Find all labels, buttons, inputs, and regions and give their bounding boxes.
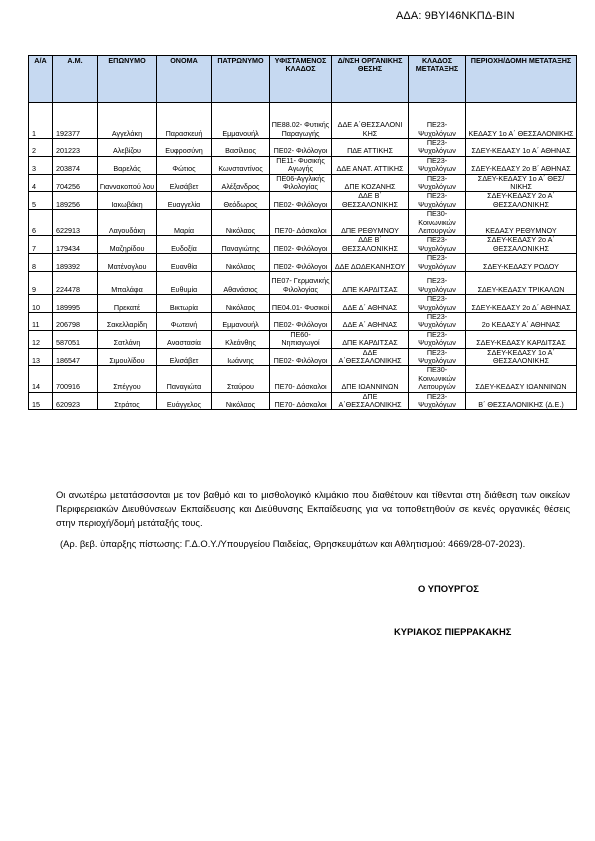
table-cell: Μαρία	[157, 210, 212, 236]
table-cell: Αθανάσιος	[212, 272, 270, 295]
table-cell: ΔΔΕ Α΄ΘΕΣΣΑΛΟΝΙΚΗΣ	[332, 348, 409, 366]
table-cell: ΔΔΕ ΑΝΑΤ. ΑΤΤΙΚΗΣ	[332, 156, 409, 174]
table-row	[29, 174, 577, 192]
table-cell: 13	[29, 348, 53, 366]
table-cell: ΔΔΕ Β΄ ΘΕΣΣΑΛΟΝΙΚΗΣ	[332, 236, 409, 254]
table-cell: ΠΕ23- Ψυχολόγων	[409, 192, 466, 210]
table-cell: Ευαγγελία	[157, 192, 212, 210]
table-cell: Ιακωβάκη	[98, 192, 157, 210]
table-cell: ΣΔΕΥ-ΚΕΔΑΣΥ 2ο Β΄ ΑΘΗΝΑΣ	[466, 156, 577, 174]
table-cell: Ευανθία	[157, 254, 212, 272]
table-cell: ΠΕ23- Ψυχολόγων	[409, 272, 466, 295]
table-cell: 11	[29, 312, 53, 330]
table-cell: Ευδοξία	[157, 236, 212, 254]
table-cell: 192377	[53, 103, 98, 139]
table-cell: Ευφροσύνη	[157, 139, 212, 157]
table-cell: 12	[29, 330, 53, 348]
table-cell: ΠΕ02- Φιλόλογοι	[270, 348, 332, 366]
table-cell: ΠΕ11- Φυσικής Αγωγής	[270, 156, 332, 174]
table-cell: 5	[29, 192, 53, 210]
table-cell: 622913	[53, 210, 98, 236]
table-cell: ΠΔΕ ΑΤΤΙΚΗΣ	[332, 139, 409, 157]
table-row	[29, 392, 577, 410]
table-cell: ΠΕ23- Ψυχολόγων	[409, 254, 466, 272]
credit-certification: (Αρ. βεβ. ύπαρξης πίστωσης: Γ.Δ.Ο.Υ./Υπουργείου Παιδείας, Θρησκευμάτων και Αθλητισμού: 4669/28-07-2023).	[60, 538, 526, 549]
table-cell: ΠΕ02- Φιλόλογοι	[270, 254, 332, 272]
table-cell: 4	[29, 174, 53, 192]
table-cell: 201223	[53, 139, 98, 157]
table-cell: ΔΠΕ ΙΩΑΝΝΙΝΩΝ	[332, 366, 409, 392]
table-cell: Σιμουλίδου	[98, 348, 157, 366]
table-cell: Ελισάβετ	[157, 348, 212, 366]
transfer-paragraph: Οι ανωτέρω μετατάσσονται με τον βαθμό και το μισθολογικό κλιμάκιο που διαθέτουν και τίθενται στη διάθεση των οικείων Περιφερειακών Διευθύνσεων Εκπαίδευσης και Διεύθυνσης Εκπαίδευσης για να τοποθετηθούν σε κενές οργανικές θέσεις στην περιοχή/δομή μετάταξής τους.	[56, 489, 570, 528]
signatory-title: Ο ΥΠΟΥΡΓΟΣ	[418, 583, 479, 594]
table-cell: Β΄ ΘΕΣΣΑΛΟΝΙΚΗΣ (Δ.Ε.)	[466, 392, 577, 410]
table-cell: ΠΕ23- Ψυχολόγων	[409, 174, 466, 192]
table-cell: Σπέγγου	[98, 366, 157, 392]
table-cell: 8	[29, 254, 53, 272]
table-cell: Μαζηρίδου	[98, 236, 157, 254]
table-cell: ΚΕΔΑΣΥ 1ο Α΄ ΘΕΣΣΑΛΟΝΙΚΗΣ	[466, 103, 577, 139]
table-cell: ΔΠΕ ΡΕΘΥΜΝΟΥ	[332, 210, 409, 236]
table-row	[29, 366, 577, 392]
table-cell: 2ο ΚΕΔΑΣΥ Α΄ ΑΘΗΝΑΣ	[466, 312, 577, 330]
table-cell: Λαγουδάκη	[98, 210, 157, 236]
table-cell: 203874	[53, 156, 98, 174]
table-cell: ΔΔΕ Α΄ΘΕΣΣΑΛΟΝΙ ΚΗΣ	[332, 103, 409, 139]
table-cell: Εμμανουήλ	[212, 312, 270, 330]
table-cell: ΠΕ88.02- Φυτικής Παραγωγής	[270, 103, 332, 139]
table-cell: Εμμανουήλ	[212, 103, 270, 139]
table-row	[29, 210, 577, 236]
table-cell: ΠΕ70- Δάσκαλοι	[270, 392, 332, 410]
table-cell: Πρεκατέ	[98, 295, 157, 313]
table-cell: ΣΔΕΥ-ΚΕΔΑΣΥ 1ο Α΄ ΘΕΣ/ΝΙΚΗΣ	[466, 174, 577, 192]
table-row	[29, 236, 577, 254]
table-row	[29, 312, 577, 330]
table-cell: 620923	[53, 392, 98, 410]
table-cell: ΠΕ70- Δάσκαλοι	[270, 366, 332, 392]
table-cell: ΠΕ02- Φιλόλογοι	[270, 139, 332, 157]
table-row	[29, 103, 577, 139]
table-cell: 189995	[53, 295, 98, 313]
table-cell: 704256	[53, 174, 98, 192]
table-cell: 700916	[53, 366, 98, 392]
table-cell: Αναστασία	[157, 330, 212, 348]
table-cell: ΣΔΕΥ-ΚΕΔΑΣΥ ΙΩΑΝΝΙΝΩΝ	[466, 366, 577, 392]
table-cell: 1	[29, 103, 53, 139]
table-cell: ΠΕ02- Φιλόλογοι	[270, 192, 332, 210]
table-cell: Φωτεινή	[157, 312, 212, 330]
table-cell: Σατλάνη	[98, 330, 157, 348]
table-cell: ΔΠΕ ΚΑΡΔΙΤΣΑΣ	[332, 272, 409, 295]
table-row	[29, 272, 577, 295]
table-cell: ΔΔΕ Α΄ ΑΘΗΝΑΣ	[332, 312, 409, 330]
table-cell: 2	[29, 139, 53, 157]
table-cell: ΣΔΕΥ-ΚΕΔΑΣΥ ΡΟΔΟΥ	[466, 254, 577, 272]
table-cell: 9	[29, 272, 53, 295]
table-cell: Παρασκευή	[157, 103, 212, 139]
table-cell: Ιωάννης	[212, 348, 270, 366]
table-cell: ΚΕΔΑΣΥ ΡΕΘΥΜΝΟΥ	[466, 210, 577, 236]
table-cell: ΠΕ23- Ψυχολόγων	[409, 156, 466, 174]
table-cell: Ματένογλου	[98, 254, 157, 272]
table-cell: ΠΕ02- Φιλόλογοι	[270, 236, 332, 254]
table-cell: ΠΕ23- Ψυχολόγων	[409, 312, 466, 330]
column-header: Α/Α	[29, 56, 53, 103]
table-cell: 3	[29, 156, 53, 174]
table-cell: ΠΕ23- Ψυχολόγων	[409, 330, 466, 348]
table-cell: ΔΠΕ ΚΑΡΔΙΤΣΑΣ	[332, 330, 409, 348]
table-cell: ΠΕ30- Κοινωνικών Λειτουργών	[409, 210, 466, 236]
table-cell: ΠΕ23- Ψυχολόγων	[409, 295, 466, 313]
table-cell: ΠΕ23- Ψυχολόγων	[409, 139, 466, 157]
column-header: ΠΑΤΡΩΝΥΜΟ	[212, 56, 270, 103]
table-cell: 186547	[53, 348, 98, 366]
table-cell: Νικόλαος	[212, 295, 270, 313]
table-cell: 189256	[53, 192, 98, 210]
table-cell: ΠΕ06-Αγγλικής Φιλολογίας	[270, 174, 332, 192]
table-cell: Μπαλάφα	[98, 272, 157, 295]
table-cell: 206798	[53, 312, 98, 330]
table-cell: Νικόλαος	[212, 392, 270, 410]
table-cell: 14	[29, 366, 53, 392]
table-cell: Ευθυμία	[157, 272, 212, 295]
table-cell: Βικτωρία	[157, 295, 212, 313]
transfer-table	[28, 55, 577, 410]
table-cell: ΣΔΕΥ-ΚΕΔΑΣΥ 2ο Α΄ ΘΕΣΣΑΛΟΝΙΚΗΣ	[466, 236, 577, 254]
table-cell: ΔΔΕ ΔΩΔΕΚΑΝΗΣΟΥ	[332, 254, 409, 272]
table-row	[29, 192, 577, 210]
table-cell: Κωνσταντίνος	[212, 156, 270, 174]
table-row	[29, 295, 577, 313]
table-cell: Στράτος	[98, 392, 157, 410]
table-cell: Νικόλαος	[212, 210, 270, 236]
table-row	[29, 139, 577, 157]
table-cell: Νικόλαος	[212, 254, 270, 272]
table-cell: ΠΕ04.01- Φυσικοί	[270, 295, 332, 313]
table-cell: ΠΕ07- Γερμανικής Φιλολογίας	[270, 272, 332, 295]
table-cell: Ευάγγελος	[157, 392, 212, 410]
table-cell: ΣΔΕΥ-ΚΕΔΑΣΥ 2ο Α΄ ΘΕΣΣΑΛΟΝΙΚΗΣ	[466, 192, 577, 210]
table-cell: Αλεβίζου	[98, 139, 157, 157]
table-cell: ΣΔΕΥ-ΚΕΔΑΣΥ ΤΡΙΚΑΛΩΝ	[466, 272, 577, 295]
table-cell: ΣΔΕΥ-ΚΕΔΑΣΥ ΚΑΡΔΙΤΣΑΣ	[466, 330, 577, 348]
table-cell: ΠΕ23- Ψυχολόγων	[409, 236, 466, 254]
table-cell: Βασίλειος	[212, 139, 270, 157]
table-cell: Σταύρου	[212, 366, 270, 392]
table-cell: Σακελλαρίδη	[98, 312, 157, 330]
table-cell: ΠΕ60- Νηπιαγωγοί	[270, 330, 332, 348]
table-cell: ΣΔΕΥ-ΚΕΔΑΣΥ 2ο Δ΄ ΑΘΗΝΑΣ	[466, 295, 577, 313]
table-cell: 224478	[53, 272, 98, 295]
table-cell: Αγγελάκη	[98, 103, 157, 139]
column-header: ΟΝΟΜΑ	[157, 56, 212, 103]
table-cell: ΔΔΕ Β΄ ΘΕΣΣΑΛΟΝΙΚΗΣ	[332, 192, 409, 210]
table-cell: 10	[29, 295, 53, 313]
table-row	[29, 156, 577, 174]
table-header	[29, 56, 577, 103]
table-cell: 15	[29, 392, 53, 410]
column-header: ΚΛΑΔΟΣ ΜΕΤΑΤΑΞΗΣ	[409, 56, 466, 103]
signatory-name: ΚΥΡΙΑΚΟΣ ΠΙΕΡΡΑΚΑΚΗΣ	[394, 626, 512, 637]
header-row	[29, 56, 577, 103]
table-cell: 587051	[53, 330, 98, 348]
table-cell: 6	[29, 210, 53, 236]
table-cell: ΣΔΕΥ-ΚΕΔΑΣΥ 1ο Α΄ ΘΕΣΣΑΛΟΝΙΚΗΣ	[466, 348, 577, 366]
table-cell: ΠΕ23- Ψυχολόγων	[409, 348, 466, 366]
table-row	[29, 348, 577, 366]
table-cell: Παναγιώτης	[212, 236, 270, 254]
table-cell: ΠΕ23- Ψυχολόγων	[409, 392, 466, 410]
ada-code: ΑΔΑ: 9ΒΥΙ46ΝΚΠΔ-ΒΙΝ	[396, 10, 515, 22]
table-cell: ΠΕ30- Κοινωνικών Λειτουργών	[409, 366, 466, 392]
column-header: Δ/ΝΣΗ ΟΡΓΑΝΙΚΗΣ ΘΕΣΗΣ	[332, 56, 409, 103]
column-header: Α.Μ.	[53, 56, 98, 103]
column-header: ΥΦΙΣΤΑΜΕΝΟΣ ΚΛΑΔΟΣ	[270, 56, 332, 103]
table-cell: Φώτιος	[157, 156, 212, 174]
table-row	[29, 254, 577, 272]
table-cell: Παναγιώτα	[157, 366, 212, 392]
table-cell: Γιαννακοπού λου	[98, 174, 157, 192]
table-cell: ΔΠΕ Α΄ΘΕΣΣΑΛΟΝΙΚΗΣ	[332, 392, 409, 410]
table-cell: ΠΕ23- Ψυχολόγων	[409, 103, 466, 139]
table-cell: ΠΕ70- Δάσκαλοι	[270, 210, 332, 236]
column-header: ΠΕΡΙΟΧΗ/ΔΟΜΗ ΜΕΤΑΤΑΞΗΣ	[466, 56, 577, 103]
table-cell: ΠΕ02- Φιλόλογοι	[270, 312, 332, 330]
table-body	[29, 103, 577, 410]
table-cell: 7	[29, 236, 53, 254]
table-cell: ΔΔΕ Δ΄ ΑΘΗΝΑΣ	[332, 295, 409, 313]
table-cell: Αλέξανδρος	[212, 174, 270, 192]
table-row	[29, 330, 577, 348]
table-cell: ΔΠΕ ΚΟΖΑΝΗΣ	[332, 174, 409, 192]
table-cell: Ελισάβετ	[157, 174, 212, 192]
table-cell: ΣΔΕΥ-ΚΕΔΑΣΥ 1ο Α΄ ΑΘΗΝΑΣ	[466, 139, 577, 157]
table-cell: Κλεάνθης	[212, 330, 270, 348]
table-cell: Βαρελάς	[98, 156, 157, 174]
table-cell: 179434	[53, 236, 98, 254]
table-cell: Θεόδωρος	[212, 192, 270, 210]
column-header: ΕΠΩΝΥΜΟ	[98, 56, 157, 103]
table-cell: 189392	[53, 254, 98, 272]
